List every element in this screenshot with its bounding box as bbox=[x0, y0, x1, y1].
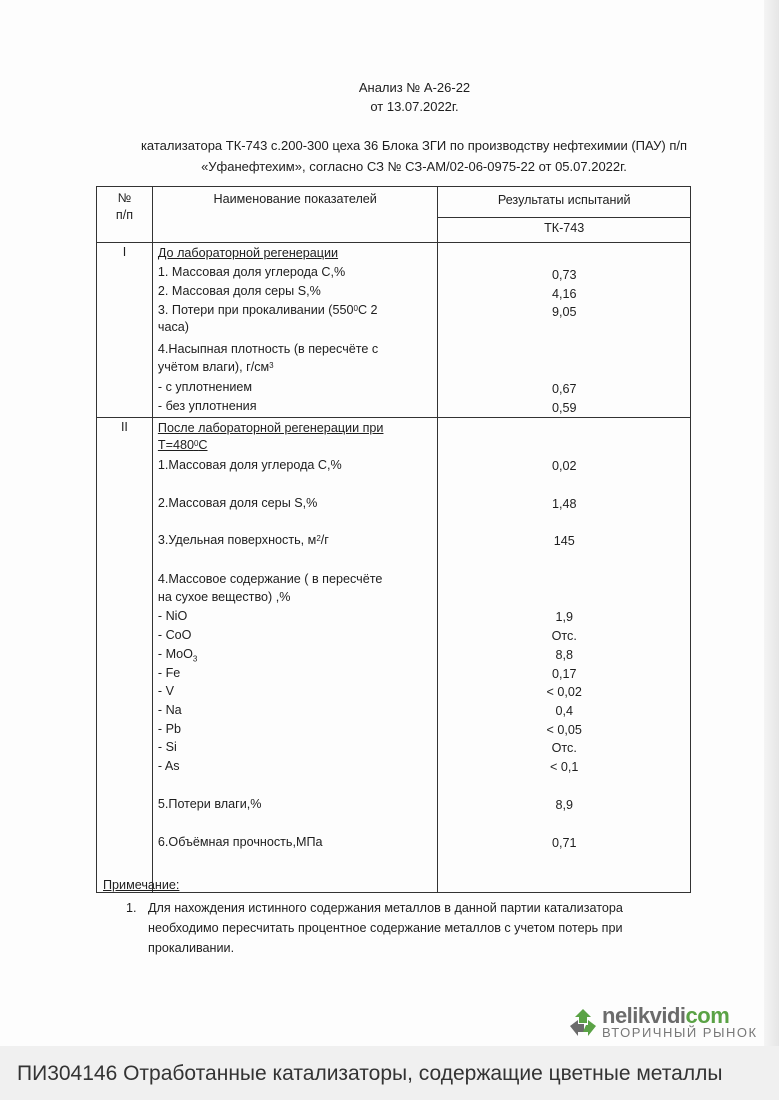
note-item-number: 1. bbox=[126, 901, 137, 915]
s1-row5-name: - с уплотнением bbox=[157, 380, 253, 394]
header-results-cell bbox=[438, 187, 691, 218]
s2-row6-value: Отс. bbox=[551, 629, 577, 643]
s2-row8-name: - Fe bbox=[157, 666, 181, 680]
s2-row13-name: - As bbox=[157, 759, 180, 773]
s2-row7-name: - MoO$_3$ bbox=[157, 647, 198, 664]
s2-row5-value: 1,9 bbox=[555, 610, 573, 624]
s2-row11-name: - Pb bbox=[157, 722, 181, 736]
results-table bbox=[96, 186, 691, 893]
s2-row1-name: 1.Массовая доля углерода С,% bbox=[157, 458, 342, 472]
s1-row3-name-cont: часа) bbox=[157, 320, 189, 334]
s2-row11-value: < 0,05 bbox=[546, 723, 582, 737]
section2-values-cell bbox=[438, 418, 691, 893]
s2-row15-value: 0,71 bbox=[551, 836, 577, 850]
header-results: Результаты испытаний bbox=[497, 193, 631, 207]
s2-row5-name: - NiO bbox=[157, 609, 188, 623]
caption-text: ПИ304146 Отработанные катализаторы, содержащие цветные металлы bbox=[17, 1062, 723, 1085]
s1-row5-value: 0,67 bbox=[551, 382, 577, 396]
s1-row4-name: 4.Насыпная плотность (в пересчёте с bbox=[157, 342, 379, 356]
s2-row4-name-cont: на сухое вещество) ,% bbox=[157, 590, 291, 604]
section2-names-cell bbox=[152, 418, 438, 893]
s2-row12-name: - Si bbox=[157, 740, 177, 754]
section2-heading-line2: $Т=480^0С$ bbox=[157, 438, 208, 452]
s2-row15-name: 6.Объёмная прочность,МПа bbox=[157, 835, 323, 849]
s1-row6-name: - без уплотнения bbox=[157, 399, 257, 413]
logo-wordmark: nelikvidicom bbox=[602, 1003, 730, 1028]
section2-num-cell bbox=[97, 418, 153, 893]
note-text bbox=[148, 898, 708, 958]
page-edge bbox=[764, 0, 779, 1046]
note-line-3: прокаливании. bbox=[148, 941, 235, 955]
section1-values-cell bbox=[438, 243, 691, 418]
s2-row3-name: 3.Удельная поверхность, $м^2/г$ bbox=[157, 533, 329, 547]
section1-names-cell bbox=[152, 243, 438, 418]
header-sample-cell bbox=[438, 218, 691, 243]
s2-row13-value: < 0,1 bbox=[550, 760, 579, 774]
subtitle-line-1: катализатора ТК-743 с.200-300 цеха 36 Блока ЗГИ по производству нефтехимии (ПАУ) п/п bbox=[140, 138, 688, 153]
s2-row6-name: - CoO bbox=[157, 628, 192, 642]
s2-row9-name: - V bbox=[157, 684, 174, 698]
s2-row2-value: 1,48 bbox=[551, 497, 577, 511]
document-date: от 13.07.2022г. bbox=[370, 99, 459, 114]
s1-row4-name-cont: учётом влаги), $г/см^3$ bbox=[157, 360, 274, 374]
s2-row7-value: 8,8 bbox=[555, 648, 573, 662]
s2-row10-name: - Na bbox=[157, 703, 182, 717]
note-line-1: Для нахождения истинного содержания металлов в данной партии катализатора bbox=[148, 901, 623, 915]
section2-heading-line1: После лабораторной регенерации при bbox=[157, 421, 384, 435]
s2-row1-value: 0,02 bbox=[551, 459, 577, 473]
logo-tagline: ВТОРИЧНЫЙ РЫНОК bbox=[602, 1025, 758, 1040]
recycle-arrows-icon bbox=[566, 1006, 600, 1040]
s2-row14-name: 5.Потери влаги,% bbox=[157, 797, 262, 811]
section1-heading: До лабораторной регенерации bbox=[157, 246, 339, 260]
document-subtitle bbox=[108, 135, 720, 177]
s1-row1-value: 0,73 bbox=[551, 268, 577, 282]
nelikvidi-logo[interactable] bbox=[566, 1003, 766, 1041]
s2-row3-value: 145 bbox=[553, 534, 575, 548]
caption-bar bbox=[0, 1046, 779, 1100]
s2-row12-value: Отс. bbox=[551, 741, 577, 755]
s1-row2-name: 2. Массовая доля серы S,% bbox=[157, 284, 321, 298]
note-title: Примечание: bbox=[103, 878, 180, 892]
header-name: Наименование показателей bbox=[213, 192, 377, 206]
s1-row3-value: 9,05 bbox=[551, 305, 577, 319]
s1-row2-value: 4,16 bbox=[551, 287, 577, 301]
header-num-line2: п/п bbox=[115, 208, 134, 222]
s1-row6-value: 0,59 bbox=[551, 401, 577, 415]
document-title: Анализ № А-26-22 bbox=[358, 80, 471, 95]
s2-row10-value: 0,4 bbox=[555, 704, 573, 718]
s2-row9-value: < 0,02 bbox=[546, 685, 582, 699]
section2-num: II bbox=[120, 420, 128, 434]
s1-row1-name: 1. Массовая доля углерода С,% bbox=[157, 265, 346, 279]
note-line-2: необходимо пересчитать процентное содержание металлов с учетом потерь при bbox=[148, 921, 623, 935]
s1-row3-name: 3. Потери при прокаливании ($550^0С$ 2 bbox=[157, 303, 378, 317]
s2-row14-value: 8,9 bbox=[555, 798, 573, 812]
header-name-cell bbox=[152, 187, 438, 243]
subtitle-line-2: «Уфанефтехим», согласно СЗ № СЗ-АМ/02-06-0975-22 от 05.07.2022г. bbox=[201, 159, 627, 174]
header-sample: ТК-743 bbox=[544, 221, 585, 235]
s2-row4-name: 4.Массовое содержание ( в пересчёте bbox=[157, 572, 383, 586]
section1-num: I bbox=[122, 245, 127, 259]
s2-row2-name: 2.Массовая доля серы S,% bbox=[157, 496, 318, 510]
header-num-cell bbox=[97, 187, 153, 243]
section1-num-cell bbox=[97, 243, 153, 418]
header-num-line1: № bbox=[117, 191, 132, 205]
s2-row8-value: 0,17 bbox=[551, 667, 577, 681]
